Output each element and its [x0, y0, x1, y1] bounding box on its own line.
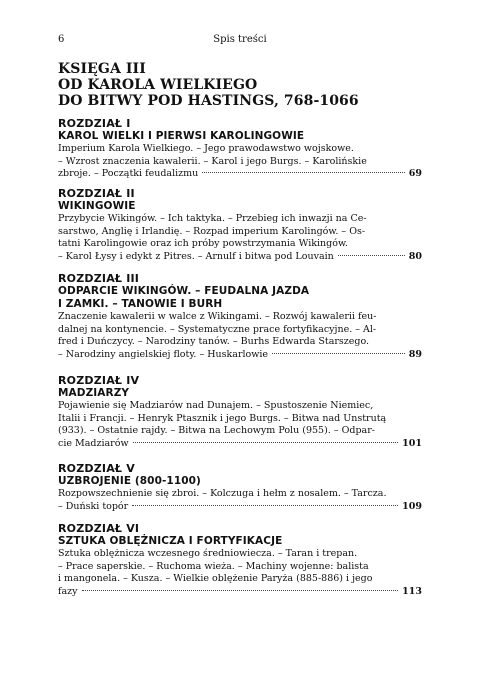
page-ref: 89	[408, 348, 422, 360]
description-line: – Karol Łysy i edykt z Pitres. – Arnulf i bitwa pod Louvain	[58, 250, 334, 262]
book-title-line: KSIĘGA III	[58, 61, 146, 77]
chapter-description	[58, 400, 422, 450]
description-last-line	[58, 349, 422, 362]
description-last-line	[58, 501, 422, 514]
description-line: Imperium Karola Wielkiego. – Jego prawodawstwo wojskowe.	[58, 143, 354, 154]
description-line: zbroje. – Początki feudalizmu	[58, 168, 199, 179]
description-last-line	[58, 168, 422, 181]
toc-entry-chapter-3[interactable]	[58, 272, 422, 361]
chapter-label: ROZDZIAŁ III	[58, 272, 140, 285]
description-line: Italii i Francji. – Henryk Ptasznik i jego Burgs. – Bitwa nad Unstrutą	[58, 412, 387, 424]
page-ref: 69	[408, 168, 422, 179]
chapter-title: KAROL WIELKI I PIERWSI KAROLINGOWIE	[58, 130, 305, 142]
chapter-label: ROZDZIAŁ I	[58, 117, 131, 130]
description-line: Pojawienie się Madziarów nad Dunajem. – Spustoszenie Niemiec,	[58, 400, 374, 411]
chapter-title: I ZAMKI. – TANOWIE I BURH	[58, 298, 223, 310]
chapter-title: ODPARCIE WIKINGÓW. – FEUDALNA JAZDA	[58, 285, 310, 297]
dot-leader	[82, 590, 399, 591]
dot-leader	[133, 442, 399, 443]
page-ref: 109	[402, 500, 422, 512]
description-last-line	[58, 251, 422, 264]
toc-entry-chapter-6[interactable]	[58, 522, 422, 598]
running-head: Spis treści	[213, 34, 267, 45]
toc-entry-chapter-4[interactable]	[58, 374, 422, 450]
book-title-line: DO BITWY POD HASTINGS, 768-1066	[58, 93, 359, 109]
page-ref: 80	[408, 250, 422, 262]
toc-entry-chapter-1[interactable]	[58, 117, 422, 181]
description-line: – Duński topór	[58, 500, 129, 512]
description-line: – Prace saperskie. – Ruchoma wieża. – Machiny wojenne: balista	[58, 560, 369, 572]
chapter-label: ROZDZIAŁ V	[58, 462, 135, 475]
dot-leader	[132, 505, 398, 506]
description-line: Sztuka oblężnicza wczesnego średniowiecza. – Taran i trepan.	[58, 548, 358, 559]
chapter-title: MADZIARZY	[58, 387, 130, 399]
book-title-line: OD KAROLA WIELKIEGO	[58, 77, 258, 93]
chapter-label: ROZDZIAŁ IV	[58, 374, 140, 387]
description-line: tatni Karolingowie oraz ich próby powstrzymania Wikingów.	[58, 238, 348, 249]
chapter-description	[58, 311, 422, 361]
chapter-description	[58, 548, 422, 598]
dot-leader	[338, 255, 405, 256]
book-title	[58, 61, 388, 109]
chapter-description	[58, 213, 422, 263]
page-ref: 113	[402, 585, 422, 597]
description-line: – Wzrost znaczenia kawalerii. – Karol i jego Burgs. – Karolińskie	[58, 155, 367, 167]
chapter-label: ROZDZIAŁ II	[58, 187, 135, 200]
description-line: i mangonela. – Kusza. – Wielkie oblężenie Paryża (885-886) i jego	[58, 573, 373, 584]
description-line: fred i Duńczycy. – Narodziny tanów. – Burhs Edwarda Starszego.	[58, 336, 370, 347]
description-last-line	[58, 438, 422, 451]
description-line: Znaczenie kawalerii w walce z Wikingami. – Rozwój kawalerii feu-	[58, 311, 377, 322]
chapter-label: ROZDZIAŁ VI	[58, 522, 140, 535]
chapter-description	[58, 143, 422, 181]
chapter-title: SZTUKA OBLĘŻNICZA I FORTYFIKACJE	[58, 535, 283, 547]
description-line: dalnej na kontynencie. – Systematyczne prace fortyfikacyjne. – Al-	[58, 323, 377, 335]
description-line: – Narodziny angielskiej floty. – Huskarlowie	[58, 348, 269, 360]
description-line: Przybycie Wikingów. – Ich taktyka. – Przebieg ich inwazji na Ce-	[58, 213, 367, 224]
chapter-description	[58, 488, 422, 513]
dot-leader	[202, 172, 404, 173]
chapter-title: UZBROJENIE (800-1100)	[58, 475, 201, 487]
page-ref: 101	[402, 437, 422, 449]
description-line: (933). – Ostatnie rajdy. – Bitwa na Lechowym Polu (955). – Odpar-	[58, 425, 375, 436]
description-line: cie Madziarów	[58, 437, 129, 449]
chapter-title: WIKINGOWIE	[58, 200, 136, 212]
page-number: 6	[58, 34, 65, 45]
toc-entry-chapter-5[interactable]	[58, 462, 422, 513]
description-line: fazy	[58, 585, 78, 597]
toc-entry-chapter-2[interactable]	[58, 187, 422, 263]
description-line: Rozpowszechnienie się zbroi. – Kolczuga i hełm z nosalem. – Tarcza.	[58, 488, 387, 499]
description-line: sarstwo, Anglię i Irlandię. – Rozpad imperium Karolingów. – Os-	[58, 225, 366, 237]
description-last-line	[58, 586, 422, 599]
dot-leader	[272, 353, 405, 354]
